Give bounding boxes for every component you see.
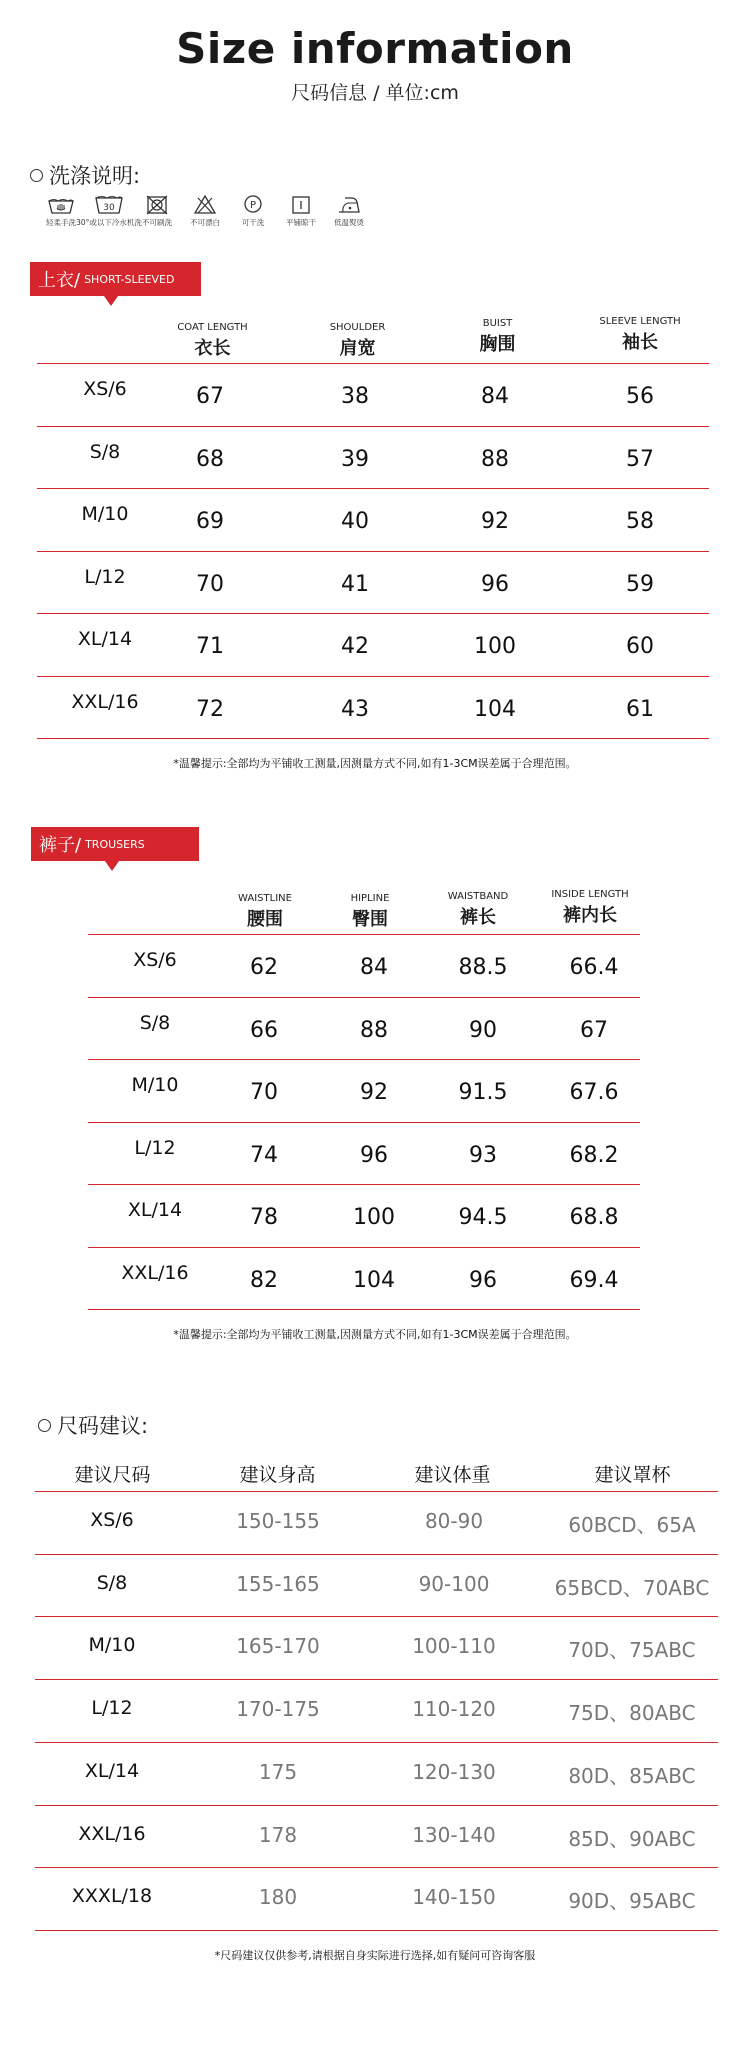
table-cell: 88.5 bbox=[458, 955, 508, 980]
table-divider bbox=[35, 1491, 718, 1492]
table-cell: 165-170 bbox=[236, 1634, 320, 1659]
table-cell: 90 bbox=[469, 1017, 497, 1043]
table-cell: 67.6 bbox=[569, 1080, 619, 1105]
table-cell: 80D、85ABC bbox=[568, 1763, 696, 1788]
table-cell: 59 bbox=[626, 571, 654, 597]
table-cell: 175 bbox=[258, 1759, 298, 1784]
table-cell: 72 bbox=[196, 696, 224, 722]
table-cell: 70 bbox=[250, 1080, 278, 1105]
table-cell: 62 bbox=[250, 955, 278, 980]
size-label: L/12 bbox=[84, 565, 126, 588]
table-cell: 60 bbox=[626, 634, 654, 659]
tag-label-cn: 上衣/ bbox=[38, 270, 81, 291]
table-cell: 178 bbox=[258, 1822, 298, 1847]
trousers-section-tag bbox=[31, 827, 199, 861]
column-header: 建议尺码 bbox=[74, 1464, 151, 1486]
table-cell: 92 bbox=[481, 509, 509, 534]
table-divider bbox=[35, 1554, 718, 1555]
care-item: 不可漂白 bbox=[184, 193, 226, 228]
table-cell: 68 bbox=[196, 446, 224, 472]
table-cell: 100 bbox=[474, 634, 516, 659]
table-divider bbox=[37, 426, 709, 427]
size-label: XXL/16 bbox=[71, 690, 139, 713]
circle-bullet-icon bbox=[30, 169, 43, 182]
table-cell: 57 bbox=[626, 446, 654, 472]
care-item: P 可干洗 bbox=[232, 193, 274, 228]
size-label: M/10 bbox=[131, 1074, 179, 1096]
care-item: 低温熨烫 bbox=[328, 193, 370, 228]
tag-label-cn: 裤子/ bbox=[39, 835, 82, 856]
table-divider bbox=[35, 1930, 718, 1931]
size-label: XL/14 bbox=[77, 628, 133, 650]
care-item: 平铺晾干 bbox=[280, 193, 322, 228]
table-divider bbox=[88, 934, 640, 935]
measure-note: *温馨提示:全部均为平铺收工测量,因测量方式不同,如有1-3CM误差属于合理范围。 bbox=[173, 1328, 577, 1341]
column-header: BUIST 胸围 bbox=[479, 318, 516, 355]
table-cell: 75D、80ABC bbox=[568, 1701, 696, 1726]
column-header: 建议身高 bbox=[239, 1464, 316, 1486]
table-cell: 91.5 bbox=[458, 1080, 508, 1105]
table-cell: 120-130 bbox=[412, 1759, 496, 1784]
size-label: XL/14 bbox=[127, 1199, 183, 1221]
tag-pointer bbox=[105, 861, 119, 871]
care-icons bbox=[40, 193, 370, 228]
table-cell: 140-150 bbox=[412, 1885, 496, 1910]
size-label: S/8 bbox=[89, 440, 121, 463]
table-divider bbox=[35, 1616, 718, 1617]
page-title: Size information bbox=[176, 24, 574, 73]
table-cell: 82 bbox=[250, 1267, 278, 1293]
table-divider bbox=[35, 1679, 718, 1680]
table-cell: 104 bbox=[474, 696, 516, 722]
column-header: WAISTBAND 裤长 bbox=[447, 891, 509, 928]
table-cell: 110-120 bbox=[412, 1697, 496, 1722]
size-label: S/8 bbox=[96, 1571, 128, 1594]
table-cell: 65BCD、70ABC bbox=[554, 1575, 710, 1600]
measure-note: *温馨提示:全部均为平铺收工测量,因测量方式不同,如有1-3CM误差属于合理范围。 bbox=[173, 757, 577, 770]
table-cell: 94.5 bbox=[458, 1205, 508, 1230]
table-divider bbox=[88, 997, 640, 998]
tag-label-en: TROUSERS bbox=[85, 837, 145, 851]
table-cell: 66.4 bbox=[569, 955, 619, 980]
low-iron-icon bbox=[334, 193, 364, 215]
column-header: INSIDE LENGTH 裤内长 bbox=[551, 889, 629, 926]
table-cell: 42 bbox=[341, 634, 369, 659]
table-cell: 96 bbox=[469, 1267, 497, 1293]
size-label: L/12 bbox=[134, 1136, 176, 1159]
table-cell: 67 bbox=[580, 1017, 608, 1043]
column-header: COAT LENGTH 衣长 bbox=[177, 322, 248, 359]
table-cell: 92 bbox=[360, 1080, 388, 1105]
table-divider bbox=[35, 1867, 718, 1868]
recommend-note: *尺码建议仅供参考,请根据自身实际进行选择,如有疑问可咨询客服 bbox=[214, 1949, 536, 1962]
size-label: L/12 bbox=[91, 1697, 133, 1720]
svg-text:30: 30 bbox=[103, 203, 115, 213]
table-cell: 43 bbox=[341, 696, 369, 722]
hand-wash-icon bbox=[46, 193, 76, 215]
table-divider bbox=[37, 488, 709, 489]
table-divider bbox=[88, 1059, 640, 1060]
dry-clean-p-icon bbox=[238, 193, 268, 215]
table-cell: 68.2 bbox=[569, 1142, 619, 1168]
size-label: XXL/16 bbox=[78, 1822, 146, 1845]
tag-pointer bbox=[104, 296, 118, 306]
care-heading bbox=[30, 160, 140, 190]
table-cell: 56 bbox=[626, 384, 654, 409]
table-cell: 85D、90ABC bbox=[568, 1826, 696, 1851]
size-label: XXXL/18 bbox=[71, 1885, 153, 1908]
size-label: XXL/16 bbox=[121, 1261, 189, 1284]
recommend-heading bbox=[38, 1410, 148, 1440]
column-header: SLEEVE LENGTH 袖长 bbox=[599, 316, 681, 353]
table-divider bbox=[37, 613, 709, 614]
flat-dry-icon bbox=[286, 193, 316, 215]
column-header: HIPLINE 臀围 bbox=[350, 893, 390, 930]
table-cell: 68.8 bbox=[569, 1205, 619, 1230]
table-cell: 84 bbox=[481, 384, 509, 409]
table-cell: 60BCD、65A bbox=[568, 1513, 696, 1537]
size-label: S/8 bbox=[139, 1011, 171, 1034]
column-header: WAISTLINE 腰围 bbox=[238, 893, 292, 930]
table-cell: 170-175 bbox=[236, 1697, 320, 1722]
table-divider bbox=[35, 1742, 718, 1743]
table-cell: 70D、75ABC bbox=[568, 1638, 696, 1663]
table-divider bbox=[88, 1247, 640, 1248]
table-cell: 180 bbox=[258, 1885, 298, 1910]
care-item: 不可刷洗 bbox=[136, 193, 178, 228]
table-cell: 96 bbox=[481, 571, 509, 597]
circle-bullet-icon bbox=[38, 1419, 51, 1432]
table-cell: 104 bbox=[353, 1267, 395, 1293]
table-cell: 58 bbox=[626, 509, 654, 534]
table-cell: 78 bbox=[250, 1205, 278, 1230]
table-divider bbox=[37, 551, 709, 552]
size-label: M/10 bbox=[88, 1634, 136, 1657]
table-cell: 88 bbox=[481, 446, 509, 472]
care-item: 轻柔手洗 bbox=[40, 193, 82, 228]
care-item: 30 30°或以下冷水机洗 bbox=[88, 193, 130, 228]
wash-30-icon bbox=[94, 193, 124, 215]
table-cell: 155-165 bbox=[236, 1571, 320, 1596]
table-cell: 40 bbox=[341, 509, 369, 534]
no-tumble-dry-icon bbox=[142, 193, 172, 215]
table-divider bbox=[35, 1805, 718, 1806]
column-header: 建议罩杯 bbox=[594, 1464, 671, 1486]
table-cell: 70 bbox=[196, 571, 224, 597]
table-divider bbox=[37, 738, 709, 739]
size-label: M/10 bbox=[81, 503, 129, 525]
table-cell: 90-100 bbox=[418, 1571, 490, 1596]
table-cell: 88 bbox=[360, 1017, 388, 1043]
table-cell: 150-155 bbox=[236, 1509, 320, 1533]
table-cell: 38 bbox=[341, 384, 369, 409]
table-cell: 67 bbox=[196, 384, 224, 409]
top-section-tag bbox=[30, 262, 201, 296]
table-cell: 39 bbox=[341, 446, 369, 472]
size-label: XS/6 bbox=[133, 949, 177, 971]
table-cell: 80-90 bbox=[424, 1509, 484, 1533]
table-cell: 90D、95ABC bbox=[568, 1889, 696, 1914]
table-cell: 100 bbox=[353, 1205, 395, 1230]
size-label: XS/6 bbox=[90, 1509, 134, 1531]
table-cell: 93 bbox=[469, 1142, 497, 1168]
table-cell: 84 bbox=[360, 955, 388, 980]
table-cell: 41 bbox=[341, 571, 369, 597]
care-heading-text: 洗涤说明: bbox=[49, 164, 141, 188]
table-divider bbox=[37, 676, 709, 677]
table-cell: 69 bbox=[196, 509, 224, 534]
table-divider bbox=[37, 363, 709, 364]
column-header: SHOULDER 肩宽 bbox=[329, 322, 386, 359]
recommend-heading-text: 尺码建议: bbox=[57, 1414, 149, 1438]
table-divider bbox=[88, 1309, 640, 1310]
table-cell: 69.4 bbox=[569, 1267, 619, 1293]
no-bleach-icon bbox=[190, 193, 220, 215]
tag-label-en: SHORT-SLEEVED bbox=[84, 272, 175, 286]
table-cell: 66 bbox=[250, 1017, 278, 1043]
table-cell: 100-110 bbox=[412, 1634, 496, 1659]
table-divider bbox=[88, 1184, 640, 1185]
table-cell: 130-140 bbox=[412, 1822, 496, 1847]
size-label: XL/14 bbox=[84, 1759, 140, 1782]
column-header: 建议体重 bbox=[414, 1464, 491, 1486]
svg-text:P: P bbox=[249, 200, 257, 211]
table-cell: 74 bbox=[250, 1142, 278, 1168]
table-cell: 71 bbox=[196, 634, 224, 659]
table-divider bbox=[88, 1122, 640, 1123]
table-cell: 96 bbox=[360, 1142, 388, 1168]
size-label: XS/6 bbox=[83, 378, 127, 400]
table-cell: 61 bbox=[626, 696, 654, 722]
page-subtitle: 尺码信息 / 单位:cm bbox=[291, 82, 459, 104]
